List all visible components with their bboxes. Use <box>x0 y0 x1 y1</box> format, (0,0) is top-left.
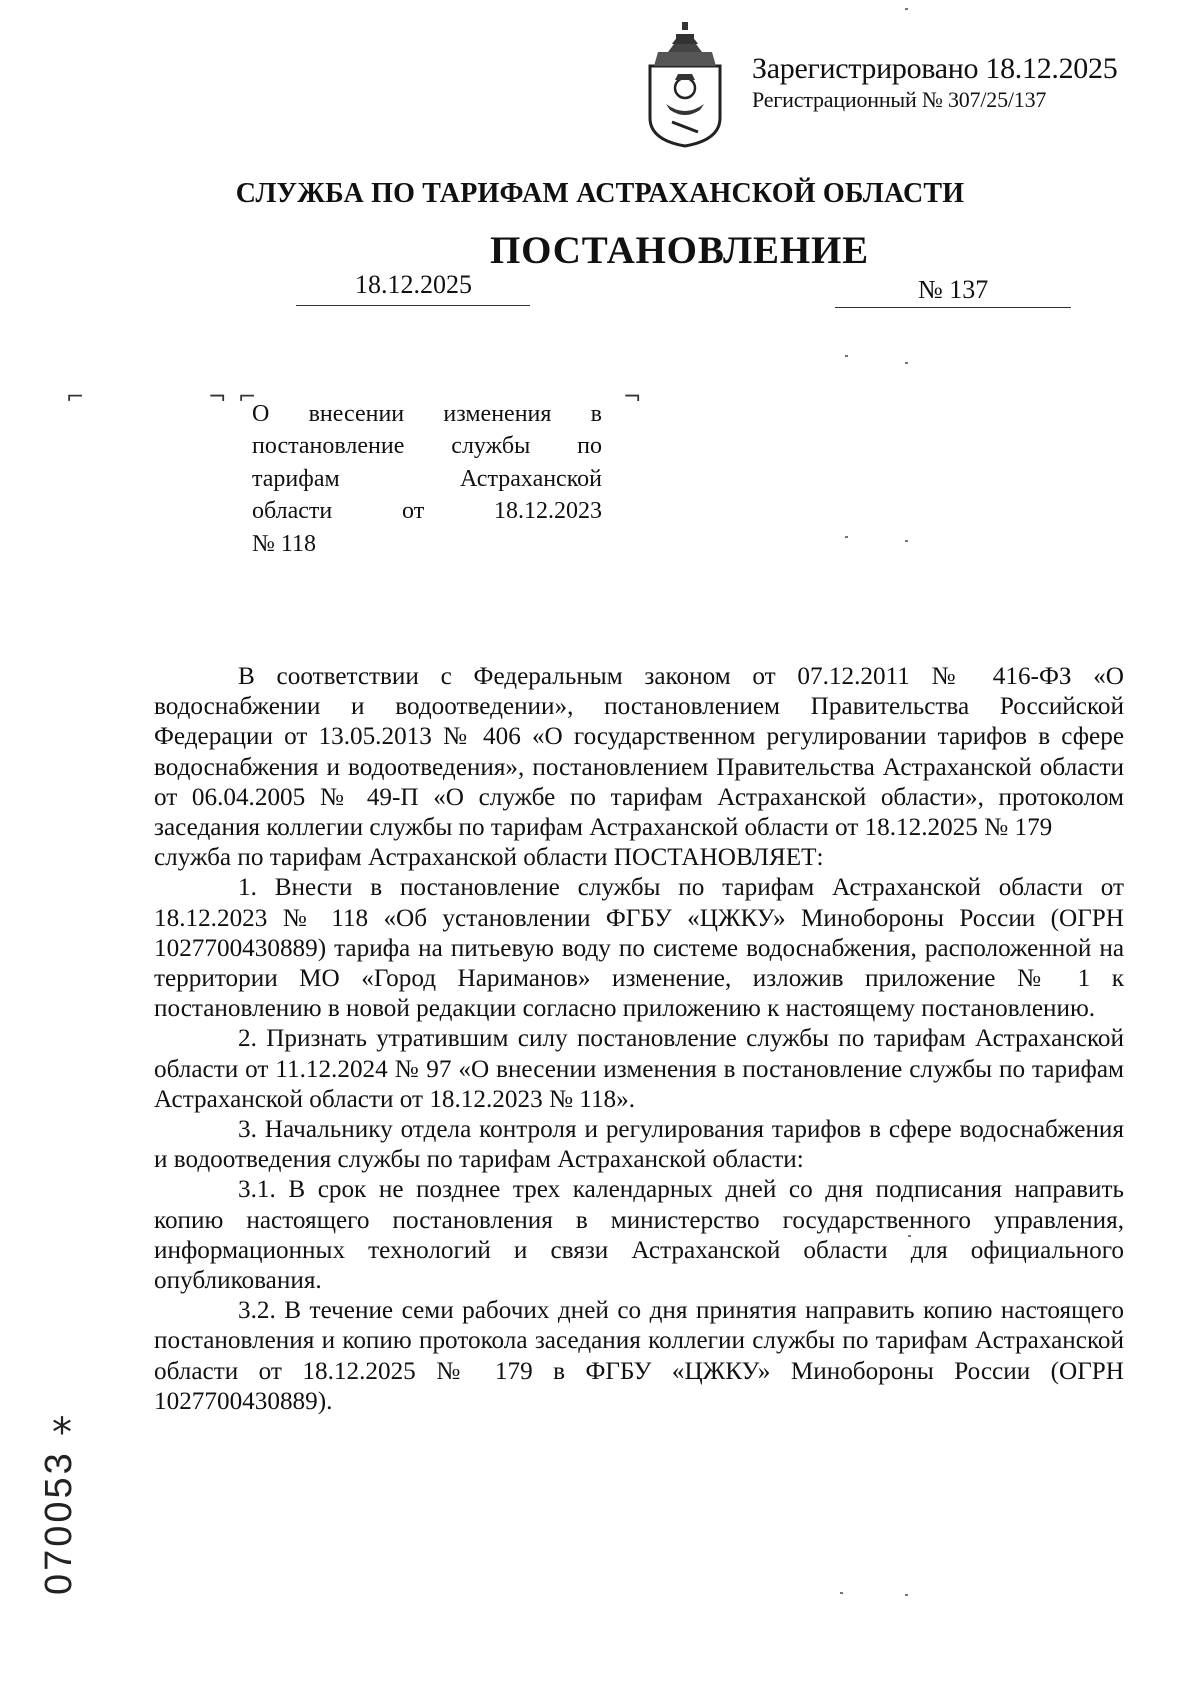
scan-speck <box>905 1594 908 1596</box>
corner-mark-subject-right: ¬ <box>623 385 642 410</box>
corner-mark-top-left: ⌐ <box>66 385 85 410</box>
scan-speck <box>845 536 848 538</box>
number-underline <box>835 307 1071 308</box>
body-paragraph-resolves: служба по тарифам Астраханской области ПОСТАНОВЛЯЕТ: <box>154 844 824 872</box>
scan-speck <box>905 540 908 542</box>
registration-stamp <box>752 52 1117 112</box>
margin-star: * <box>52 1410 72 1456</box>
subject-line: № 118 <box>252 530 317 557</box>
scan-speck <box>905 362 908 364</box>
subject-line: О внесении изменения в <box>252 401 602 427</box>
organization-name: СЛУЖБА ПО ТАРИФАМ АСТРАХАНСКОЙ ОБЛАСТИ <box>235 178 965 209</box>
scan-speck <box>908 1235 911 1237</box>
body-paragraph-item-2: 2. Признать утратившим силу постановление службы по тарифам Астраханской области от 11.12.2024 № 97 «О внесении изменения в постановление службы по тарифам Астраханской области от 18.12.2023 № 118». <box>154 1025 1124 1113</box>
body-paragraph-item-3-1: 3.1. В срок не позднее трех календарных дней со дня подписания направить копию настоящего постановления в министерство государственного управления, информационных технологий и связи Астраханской области для официального опубликования. <box>154 1176 1124 1295</box>
corner-mark-subject-left: ⌐ <box>238 385 257 410</box>
corner-mark-top-right: ¬ <box>208 385 227 410</box>
document-body <box>154 662 1124 1417</box>
scan-speck <box>905 8 908 10</box>
scan-speck <box>845 355 848 357</box>
document-type: ПОСТАНОВЛЕНИЕ <box>490 229 869 272</box>
coat-of-arms-icon <box>646 22 724 148</box>
subject-line: постановление службы по <box>252 433 602 460</box>
body-paragraph-item-3-2: 3.2. В течение семи рабочих дней со дня принятия направить копию настоящего постановления и копию протокола заседания коллегии службы по тарифам Астраханской области от 18.12.2025 № 179 в ФГБУ «ЦЖКУ» Минобороны России (ОГРН 1027700430889). <box>154 1297 1124 1415</box>
scan-speck <box>840 1592 843 1594</box>
document-date: 18.12.2025 <box>355 270 472 299</box>
registration-number: Регистрационный № 307/25/137 <box>752 86 1047 112</box>
margin-code: 070053 <box>38 1450 80 1595</box>
document-number: № 137 <box>918 275 989 304</box>
date-underline <box>296 305 530 306</box>
body-paragraph-preamble: В соответствии с Федеральным законом от 07.12.2011 № 416-ФЗ «О водоснабжении и водоотведении», постановлением Правительства Российской Федерации от 13.05.2013 № 406 «О государственном регулировании тарифов в сфере водоснабжения и водоотведения», постановлением Правительства Астраханской области от 06.04.2005 № 49-П «О службе по тарифам Астраханской области», протоколом заседания коллегии службы по тарифам Астраханской области от 18.12.2025 № 179 <box>154 663 1124 842</box>
registration-date: Зарегистрировано 18.12.2025 <box>752 52 1118 85</box>
subject-line: тарифам Астраханской <box>252 465 602 492</box>
subject-line: области от 18.12.2023 <box>252 498 602 525</box>
body-paragraph-item-3: 3. Начальнику отдела контроля и регулирования тарифов в сфере водоснабжения и водоотведения службы по тарифам Астраханской области: <box>154 1116 1124 1174</box>
body-paragraph-item-1: 1. Внести в постановление службы по тарифам Астраханской области от 18.12.2023 № 118 «Об установлении ФГБУ «ЦЖКУ» Минобороны России (ОГРН 1027700430889) тарифа на питьевую воду по системе водоснабжения, расположенной на территории МО «Город Нариманов» изменение, изложив приложение № 1 к постановлению в новой редакции согласно приложению к настоящему постановлению. <box>154 874 1124 1023</box>
document-subject <box>252 398 602 560</box>
